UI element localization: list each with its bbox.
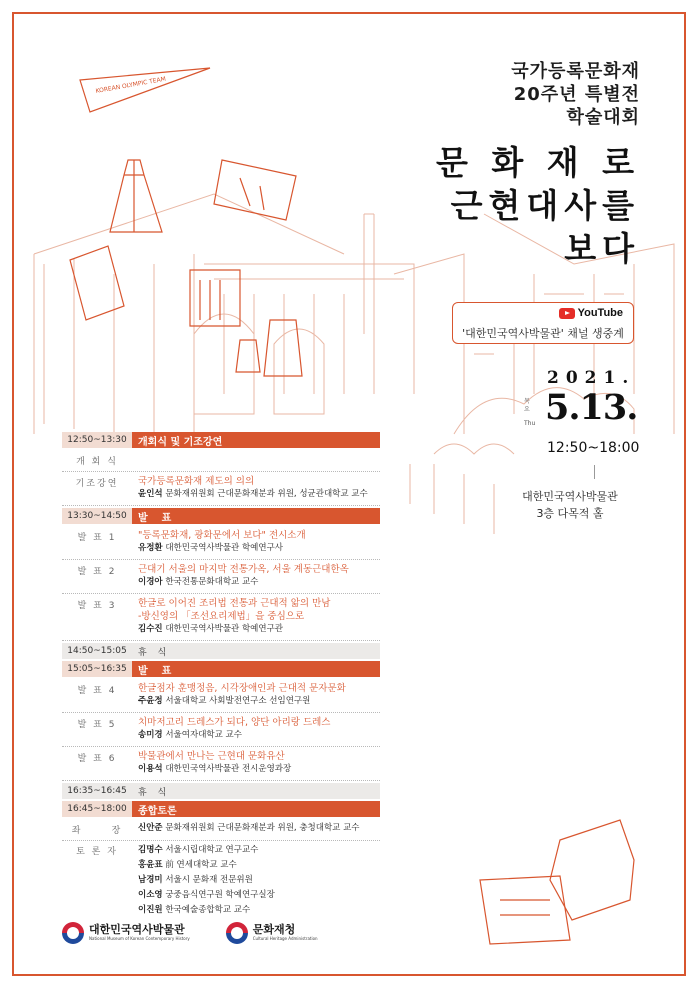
trunk-icon [480,820,634,944]
cha-logo[interactable] [226,922,318,944]
taeguk-icon [226,922,248,944]
speaker-affiliation: 서울여자대학교 교수 [165,730,242,740]
event-date: 5.13. [545,387,638,428]
cha-name-en: Cultural Heritage Administration [252,936,318,941]
session-time: 12:50~13:30 [62,432,132,448]
cha-name-ko: 문화재청 [252,923,296,936]
panel-row [62,841,380,917]
break-label: 휴 식 [138,647,171,658]
program-item [62,713,380,747]
museum-logo[interactable] [62,922,190,944]
program-item [62,472,380,506]
bag-icon [236,320,302,376]
session-header [62,801,380,817]
speaker-affiliation: 대한민국역사박물관 학예연구관 [165,624,284,634]
panelist: 이소영 궁중음식연구원 학예연구실장 [138,890,275,900]
main-title-line-2: 근현대사를 [450,186,640,225]
program-item [62,747,380,781]
event-time: 12:50~18:00 [547,440,640,456]
subtitle-line-3: 학술대회 [566,107,640,128]
session-time: 15:05~16:35 [62,661,132,677]
museum-name-en: National Museum of Korean Contemporary History [89,936,190,941]
title-block [436,60,640,270]
photo-card-icon [214,160,296,220]
session-title: 개회식 및 기조강연 [132,432,380,448]
speaker-affiliation: 한국전통문화대학교 교수 [165,577,259,587]
panelist: 이진원 한국예술종합학교 교수 [138,905,251,915]
session-title: 발 표 [132,508,380,524]
item-title: "등록문화재, 광화문에서 보다" 전시소개 [138,530,306,541]
program-item [62,450,380,472]
item-label: 발 표 4 [77,686,117,696]
item-title: 치마저고리 드레스가 되다, 양단 아리랑 드레스 [138,717,331,728]
item-label: 개 회 식 [76,457,118,467]
program-item [62,560,380,594]
venue-name: 대한민국역사박물관 [522,490,618,503]
item-label: 발 표 3 [77,601,117,611]
speaker-name: 이용석 [138,764,163,774]
youtube-play-icon [559,308,575,319]
speaker-affiliation: 서울대학교 사회발전연구소 선임연구원 [165,696,311,706]
item-title: 근대기 서울의 마지막 전통가옥, 서울 계동근대한옥 [138,564,349,575]
item-label: 발 표 5 [77,720,117,730]
instrument-box-icon [190,270,240,326]
chair-row [62,819,380,841]
item-label: 토 론 자 [76,847,118,857]
item-title: 박물관에서 만나는 근현대 문화유산 [138,751,285,762]
speaker-affiliation: 대한민국역사박물관 학예연구사 [165,543,284,553]
museum-name-ko: 대한민국역사박물관 [89,923,185,936]
venue-room: 3층 다목적 홀 [536,507,604,520]
item-label: 발 표 1 [77,533,117,543]
speaker-name: 송미경 [138,730,163,740]
panelist: 홍윤표 前 연세대학교 교수 [138,860,237,870]
item-label: 기조강연 [75,479,119,489]
panelist: 김명수 서울시립대학교 연구교수 [138,845,259,855]
item-title: 한글점자 훈맹정음, 시각장애인과 근대적 문자문화 [138,683,346,694]
book-icon [70,246,124,320]
event-weekday-en: Thu [524,420,536,427]
item-title: 한글로 이어진 조리법 전통과 근대적 앎의 만남 [138,598,331,609]
main-title [436,141,640,270]
break-row [62,643,380,659]
main-title-line-1: 문 화 재 로 [436,143,640,182]
session-title: 종합토론 [132,801,380,817]
speaker-name: 김수진 [138,624,163,634]
speaker-affiliation: 대한민국역사박물관 전시운영과장 [165,764,292,774]
break-row [62,783,380,799]
subtitle-line-1: 국가등록문화재 [511,61,640,82]
panelist: 남경미 서울시 문화재 전문위원 [138,875,253,885]
event-weekday-ko: 목 요 [524,398,530,413]
program-item [62,594,380,641]
break-time: 14:50~15:05 [67,646,127,656]
broadcast-channel: '대한민국역사박물관' 채널 생중계 [462,327,624,340]
speaker-name: 유정환 [138,543,163,553]
break-label: 휴 식 [138,787,171,798]
session-title: 발 표 [132,661,380,677]
program-item [62,526,380,560]
session-header [62,432,380,448]
session-header [62,661,380,677]
session-time: 16:45~18:00 [62,801,132,817]
dress-icon [110,160,162,232]
item-subtitle: -방신영의 「조선요리제법」을 중심으로 [138,611,305,622]
youtube-broadcast-box[interactable] [452,302,634,344]
item-label: 발 표 2 [77,567,117,577]
program-schedule [62,432,380,917]
main-title-line-3: 보다 [564,229,640,268]
speaker-name: 이경아 [138,577,163,587]
pennant-text: KOREAN OLYMPIC TEAM [95,75,167,95]
chair-name: 신안준 [138,823,163,833]
venue-divider [594,465,595,479]
subtitle-line-2: 20주년 특별전 [513,84,640,105]
youtube-wordmark: YouTube [577,307,623,319]
break-time: 16:35~16:45 [67,786,127,796]
chair-affiliation: 문화재위원회 근대문화재분과 위원, 충청대학교 교수 [165,823,360,833]
organizer-logos [62,922,318,944]
youtube-logo [559,307,623,319]
program-item [62,679,380,713]
event-year: 2021. [547,368,636,388]
pennant-icon [80,68,210,112]
item-title: 국가등록문화재 제도의 의의 [138,476,255,487]
speaker-name: 주윤정 [138,696,163,706]
item-label: 좌 장 [71,826,123,836]
speaker-name: 윤인석 [138,489,163,499]
speaker-affiliation: 문화재위원회 근대문화재분과 위원, 성균관대학교 교수 [165,489,368,499]
item-label: 발 표 6 [77,754,117,764]
taeguk-icon [62,922,84,944]
session-time: 13:30~14:50 [62,508,132,524]
session-header [62,508,380,524]
